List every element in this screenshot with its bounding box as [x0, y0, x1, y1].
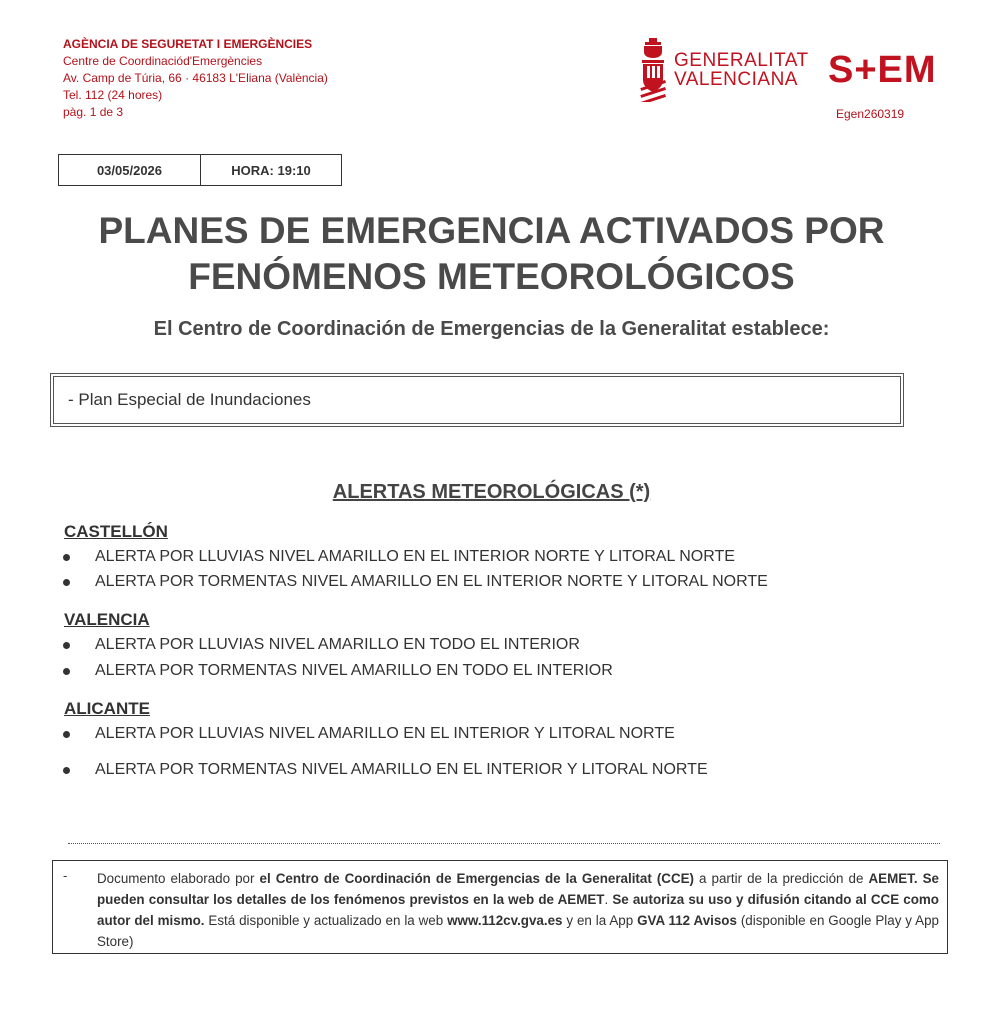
- generalitat-logo-text: [674, 51, 809, 89]
- alert-text: ALERTA POR LLUVIAS NIVEL AMARILLO EN EL INTERIOR NORTE Y LITORAL NORTE: [95, 548, 735, 565]
- footer-website: www.112cv.gva.es: [447, 913, 563, 928]
- footer-text-bold: el Centro de Coordinación de Emergencias de la Generalitat (CCE): [259, 871, 695, 886]
- bullet-icon: [63, 554, 70, 561]
- alert-text: ALERTA POR TORMENTAS NIVEL AMARILLO EN EL INTERIOR NORTE Y LITORAL NORTE: [95, 573, 768, 590]
- footer-dash: -: [63, 868, 68, 883]
- bullet-icon: [63, 731, 70, 738]
- generalitat-emblem-icon: [640, 38, 666, 102]
- region-castellon: CASTELLÓN: [64, 522, 168, 541]
- date-cell: 03/05/2026: [59, 155, 201, 185]
- title-line2: FENÓMENOS METEOROLÓGICOS: [188, 256, 795, 297]
- generalitat-logo: [640, 38, 809, 102]
- active-plan-box: [50, 373, 904, 427]
- footer-text-part: Documento elaborado por: [97, 871, 260, 886]
- footer-text-part: Está disponible y actualizado en la web: [204, 913, 448, 928]
- page-title: [0, 208, 983, 300]
- list-item: [62, 548, 735, 566]
- logo-line2: VALENCIANA: [674, 69, 798, 90]
- bullet-icon: [63, 767, 70, 774]
- region-valencia: VALENCIA: [64, 610, 150, 629]
- time-cell: HORA: 19:10: [231, 162, 311, 178]
- footer-text-part: .: [604, 892, 613, 907]
- title-line1: PLANES DE EMERGENCIA ACTIVADOS POR: [98, 210, 885, 251]
- list-item: [62, 725, 675, 743]
- footer-text-bold: Se autoriza su uso y difusión citando al CCE como autor del mismo.: [97, 892, 939, 928]
- footer-text-part: a partir de la predicción de: [694, 871, 869, 886]
- region-alicante: ALICANTE: [64, 699, 150, 718]
- alert-text: ALERTA POR LLUVIAS NIVEL AMARILLO EN TODO EL INTERIOR: [95, 636, 580, 653]
- list-item: [62, 662, 613, 680]
- footer-app-name: GVA 112 Avisos: [637, 913, 737, 928]
- bullet-icon: [63, 668, 70, 675]
- center-name: Centre de Coordinaciód'Emergències: [63, 54, 263, 68]
- header-address-block: [63, 36, 328, 121]
- list-item: [62, 636, 580, 654]
- alert-text: ALERTA POR TORMENTAS NIVEL AMARILLO EN EL INTERIOR Y LITORAL NORTE: [95, 761, 708, 778]
- page-indicator: pàg. 1 de 3: [63, 105, 124, 119]
- footer-text: [97, 868, 939, 947]
- address: Av. Camp de Túria, 66 · 46183 L'Eliana (València): [63, 71, 328, 85]
- alert-text: ALERTA POR LLUVIAS NIVEL AMARILLO EN EL INTERIOR Y LITORAL NORTE: [95, 725, 675, 742]
- document-code: Egen260319: [836, 107, 905, 121]
- list-item: [62, 761, 708, 779]
- bullet-icon: [63, 642, 70, 649]
- footer-text-part: y en la App: [562, 913, 638, 928]
- footer-text-part: (disponible en Google Play y App Store): [97, 913, 939, 949]
- footer-text-bold: AEMET. Se pueden consultar los detalles de los fenómenos previstos en la web de AEMET: [97, 871, 940, 907]
- footer-disclaimer: [52, 860, 948, 954]
- bullet-icon: [63, 579, 70, 586]
- list-item: [62, 573, 768, 591]
- page-subtitle: El Centro de Coordinación de Emergencias de la Generalitat establece:: [153, 318, 830, 340]
- date-time-box: [58, 154, 342, 186]
- sem-logo: S+EM: [828, 49, 937, 91]
- alerts-heading: ALERTAS METEOROLÓGICAS (*): [332, 481, 651, 503]
- active-plan-text: - Plan Especial de Inundaciones: [53, 376, 901, 424]
- alert-text: ALERTA POR TORMENTAS NIVEL AMARILLO EN TODO EL INTERIOR: [95, 662, 613, 679]
- logo-line1: GENERALITAT: [674, 50, 809, 71]
- agency-name: AGÈNCIA DE SEGURETAT I EMERGÈNCIES: [63, 37, 313, 51]
- dotted-divider: [68, 843, 940, 844]
- phone: Tel. 112 (24 hores): [63, 88, 163, 102]
